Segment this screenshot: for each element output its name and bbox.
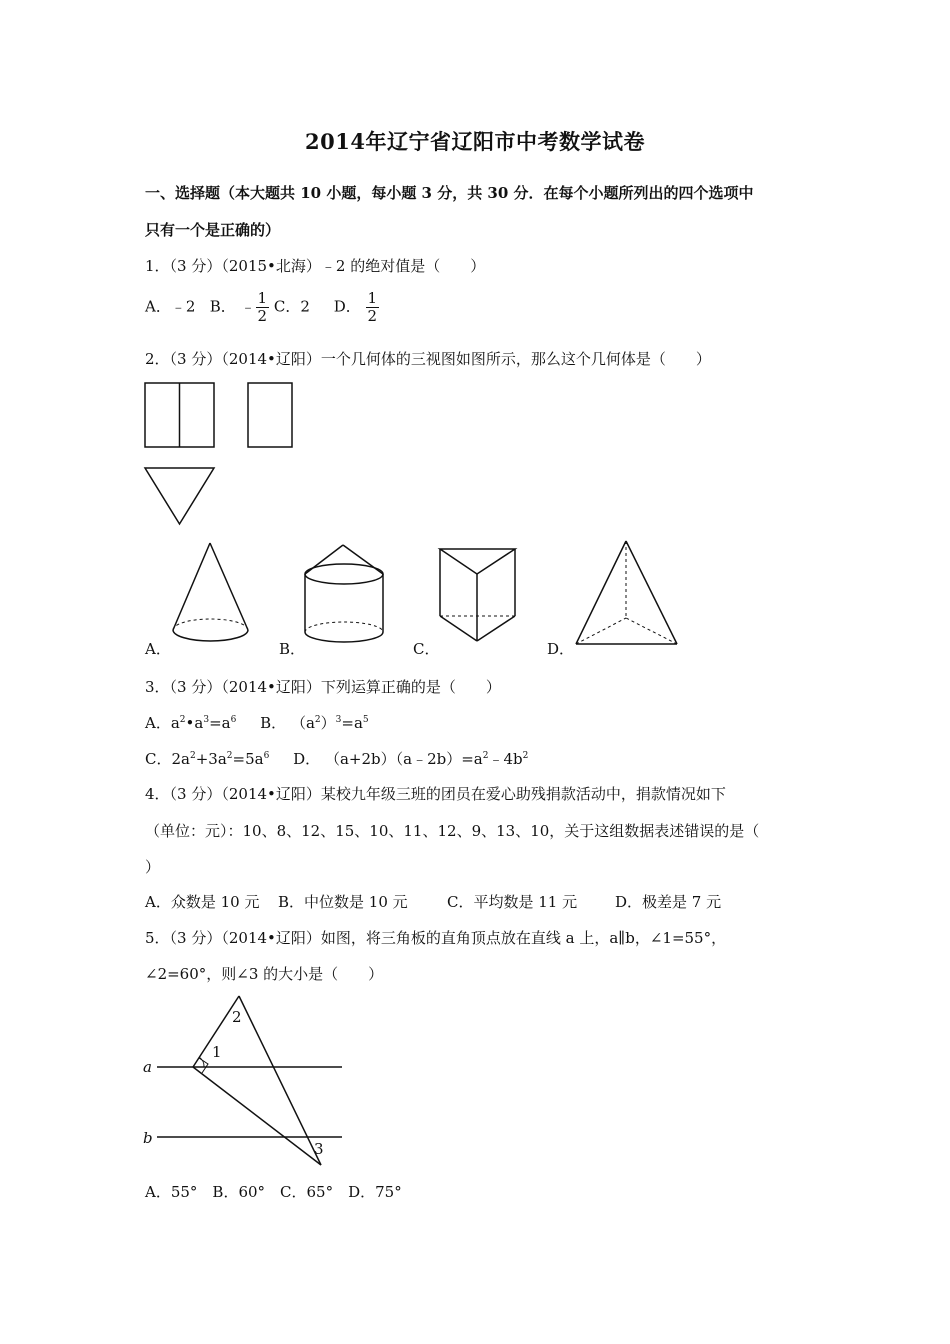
q1-option-d-fraction: $\frac{1}{2}$	[367, 289, 378, 325]
q2-option-c-label: C．	[413, 640, 440, 658]
q5-label-b: b	[143, 1129, 153, 1147]
q3-option-b-expr: $(a^2)^3=a^5$	[290, 714, 369, 732]
q5-options: A．55° B．60° C．65° D．75°	[145, 1183, 402, 1201]
q4-stem-line3: ）	[145, 858, 161, 876]
q4-option-b: B．中位数是 10 元	[278, 893, 408, 911]
q4-option-a: A．众数是 10 元	[145, 893, 260, 911]
q4-stem-line1: 4．（3 分）（2014•辽阳）某校九年级三班的团员在爱心助残捐款活动中，捐款情况如下	[145, 785, 726, 803]
q5-label-a: a	[143, 1058, 152, 1076]
q1-stem: 1．（3 分）（2015•北海）﹣2 的绝对值是（ ）	[145, 257, 486, 275]
q3-stem: 3．（3 分）（2014•辽阳）下列运算正确的是（ ）	[145, 678, 501, 696]
q4-option-c: C．平均数是 11 元	[447, 893, 578, 911]
q5-label-3: 3	[314, 1140, 324, 1158]
q2-option-d-label: D．	[547, 640, 575, 658]
section-header-line1: 一、选择题（本大题共 10 小题，每小题 3 分，共 30 分．在每个小题所列出的四个选项中	[145, 184, 754, 202]
q3-option-b-label: B．	[260, 714, 287, 732]
triangle-edge-2	[239, 996, 321, 1165]
section-header-line2: 只有一个是正确的）	[145, 221, 281, 239]
q2-option-a-label: A．	[145, 640, 171, 658]
q1-option-b-sign: ﹣	[240, 297, 256, 316]
q3-option-d-label: D．	[293, 750, 321, 768]
q1-option-b-fraction: $\frac{1}{2}$	[257, 289, 268, 325]
q3-option-d-expr: $(a+2b)(a﹣2b)=a^2﹣4b^2$	[324, 750, 529, 768]
right-angle-mark	[199, 1058, 208, 1073]
q1-option-d-label: D．	[333, 297, 361, 316]
q1-option-c: C．2	[273, 297, 310, 316]
q5-label-1: 1	[212, 1043, 222, 1061]
q3-option-c-expr: $2a^2+3a^2=5a^6$	[171, 750, 270, 768]
q2-option-b-label: B．	[279, 640, 306, 658]
q5-stem-line2: ∠2=60°，则∠3 的大小是（ ）	[145, 965, 384, 983]
q4-stem-line2: （单位：元）：10、8、12、15、10、11、12、9、13、10，关于这组数据表述错误的是（	[145, 822, 760, 840]
q5-stem-line1: 5．（3 分）（2014•辽阳）如图，将三角板的直角顶点放在直线 a 上，a∥b，∠1=55°，	[145, 929, 727, 947]
page-title: 2014年辽宁省辽阳市中考数学试卷	[305, 129, 645, 154]
q3-option-a-expr: $a^2•a^3=a^6$	[170, 714, 237, 732]
q4-option-d: D．极差是 7 元	[615, 893, 722, 911]
q2-stem: 2．（3 分）（2014•辽阳）一个几何体的三视图如图所示，那么这个几何体是（ ）	[145, 350, 711, 368]
triangle-edge-3	[193, 1067, 321, 1165]
q1-option-a: A．﹣2	[145, 297, 196, 316]
q3-option-c-label: C．	[145, 750, 172, 768]
q5-label-2: 2	[232, 1008, 242, 1026]
q1-option-b-label: B．	[209, 297, 236, 316]
q3-option-a-label: A．	[145, 714, 171, 732]
